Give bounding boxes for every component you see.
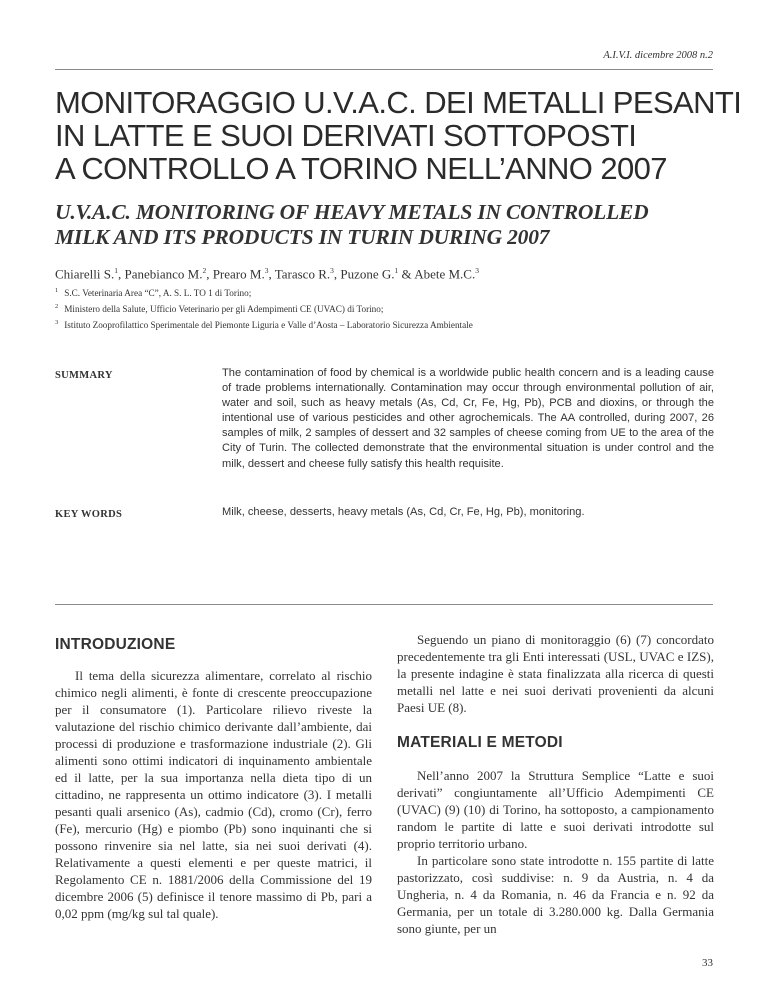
summary-text: The contamination of food by chemical is a worldwide public health concern and is a leading cause of trade problems internationally. Contamination may occur through environmental pollution of air, water and soil, such as heavy metals (As, Cd, Cr, Fe, Hg, Pb), PCB and dioxins, or through the intentional use of various pesticides and other agrochemicals. The AA controlled, during 2007, 26 samples of milk, 2 samples of dessert and 32 samples of cheese coming from UE to the area of the City of Turin. The collected demonstrate that the environmental situation is under control and the milk, dessert and cheese fully satisfy this health requisite. [222, 367, 714, 470]
author-name: Tarasco R. [274, 266, 331, 282]
section-rule [55, 604, 713, 605]
author-affiliation-mark: 1 [114, 266, 118, 275]
author-affiliation-mark: 3 [475, 266, 479, 275]
author-name: Puzone G. [340, 266, 395, 282]
author-name: Abete M.C. [414, 266, 476, 282]
affiliation-list [55, 284, 473, 332]
subtitle-line: U.V.A.C. MONITORING OF HEAVY METALS IN CONTROLLED [55, 200, 649, 224]
author-name: Panebianco M. [124, 266, 203, 282]
keywords-text: Milk, cheese, desserts, heavy metals (As, Cd, Cr, Fe, Hg, Pb), monitoring. [222, 506, 585, 518]
author-name: Prearo M. [212, 266, 265, 282]
affiliation-text: Istituto Zooprofilattico Sperimentale del Piemonte Liguria e Valle d’Aosta – Laboratorio Sicurezza Ambientale [64, 320, 473, 331]
introduzione-heading: INTRODUZIONE [55, 636, 176, 653]
affiliation [55, 284, 473, 300]
introduzione-continued [397, 631, 714, 716]
author-separator: , [333, 266, 341, 282]
author-separator: , [268, 266, 275, 282]
author-separator: , [117, 266, 125, 282]
introduzione-paragraph: Seguendo un piano di monitoraggio (6) (7) concordato precedentemente tra gli Enti interessati (USL, UVAC e IZS), la presente indagine è stata finalizzata alla ricerca di questi metalli nel latte e nei suoi derivati provenienti da alcuni Paesi UE (8). [397, 632, 714, 715]
introduzione-body [55, 667, 372, 922]
author-name: Chiarelli S. [55, 266, 115, 282]
author-separator: , [206, 266, 213, 282]
author-affiliation-mark: 3 [264, 266, 269, 275]
materiali-paragraph: Nell’anno 2007 la Struttura Semplice “Latte e suoi derivati” congiuntamente all’Ufficio Adempimenti CE (UVAC) (9) (10) di Torino, ha sottoposto, a campionamento random le partite di latte e suoi derivati introdotte sul proprio territorio urbano. [397, 768, 714, 851]
author-affiliation-mark: 1 [394, 266, 399, 275]
affiliation-number: 1 [55, 287, 59, 294]
author-affiliation-mark: 3 [330, 266, 334, 275]
title-line: IN LATTE E SUOI DERIVATI SOTTOPOSTI [55, 118, 637, 153]
materiali-body [397, 767, 714, 937]
affiliation-number: 2 [55, 303, 59, 311]
article-subtitle [55, 200, 715, 250]
title-line: A CONTROLLO A TORINO NELL’ANNO 2007 [55, 151, 667, 186]
affiliation-text: Ministero della Salute, Ufficio Veterinario per gli Adempimenti CE (UVAC) di Torino; [64, 304, 384, 315]
introduzione-paragraph: Il tema della sicurezza alimentare, correlato al rischio chimico negli alimenti, è fonte di crescente preoccupazione per il consumatore (1). Particolare rilievo riveste la valutazione del rischio chimico derivante dall’ambiente, dai processi di produzione e trasformazione industriale (2). Gli alimenti sono ottimi indicatori di inquinamento ambientale ed il latte, per la sua importanza nella dieta tipo di un cittadino, ne rappresenta un ottimo indicatore (3). I metalli pesanti quali arsenico (As), cadmio (Cd), cromo (Cr), ferro (Fe), mercurio (Hg) e piombo (Pb) sono inquinanti che si possono rinvenire sia nel latte, sia nei suoi derivati (4). Relativamente a questi elementi e per queste matrici, il Regolamento CE n. 1881/2006 della Commissione del 19 dicembre 2006 (5) definisce il tenore massimo di Pb, pari a 0,02 ppm (mg/kg sul tal quale). [55, 668, 372, 921]
title-line: MONITORAGGIO U.V.A.C. DEI METALLI PESANTI [55, 85, 742, 120]
author-separator: & [398, 266, 415, 282]
materiali-paragraph: In particolare sono state introdotte n. 155 partite di latte pastorizzato, così suddivise: n. 9 da Austria, n. 4 da Ungheria, n. 4 da Romania, n. 46 da Francia e n. 92 da Germania, per un totale di 3.280.000 kg. Dalla Germania sono giunte, per un [397, 853, 714, 936]
summary-label: SUMMARY [55, 370, 113, 381]
page-number: 33 [702, 957, 713, 969]
author-list [55, 266, 479, 282]
affiliation [55, 316, 473, 332]
affiliation-number: 3 [55, 319, 59, 327]
keywords-label: KEY WORDS [55, 509, 123, 520]
subtitle-line: MILK AND ITS PRODUCTS IN TURIN DURING 2007 [55, 225, 550, 249]
author-affiliation-mark: 2 [202, 266, 207, 275]
header-rule [55, 69, 713, 70]
affiliation [55, 300, 473, 316]
affiliation-text: S.C. Veterinaria Area “C”, A. S. L. TO 1 di Torino; [64, 288, 252, 299]
article-title [55, 85, 742, 186]
running-head: A.I.V.I. dicembre 2008 n.2 [603, 50, 713, 61]
materiali-heading: MATERIALI E METODI [397, 734, 563, 751]
